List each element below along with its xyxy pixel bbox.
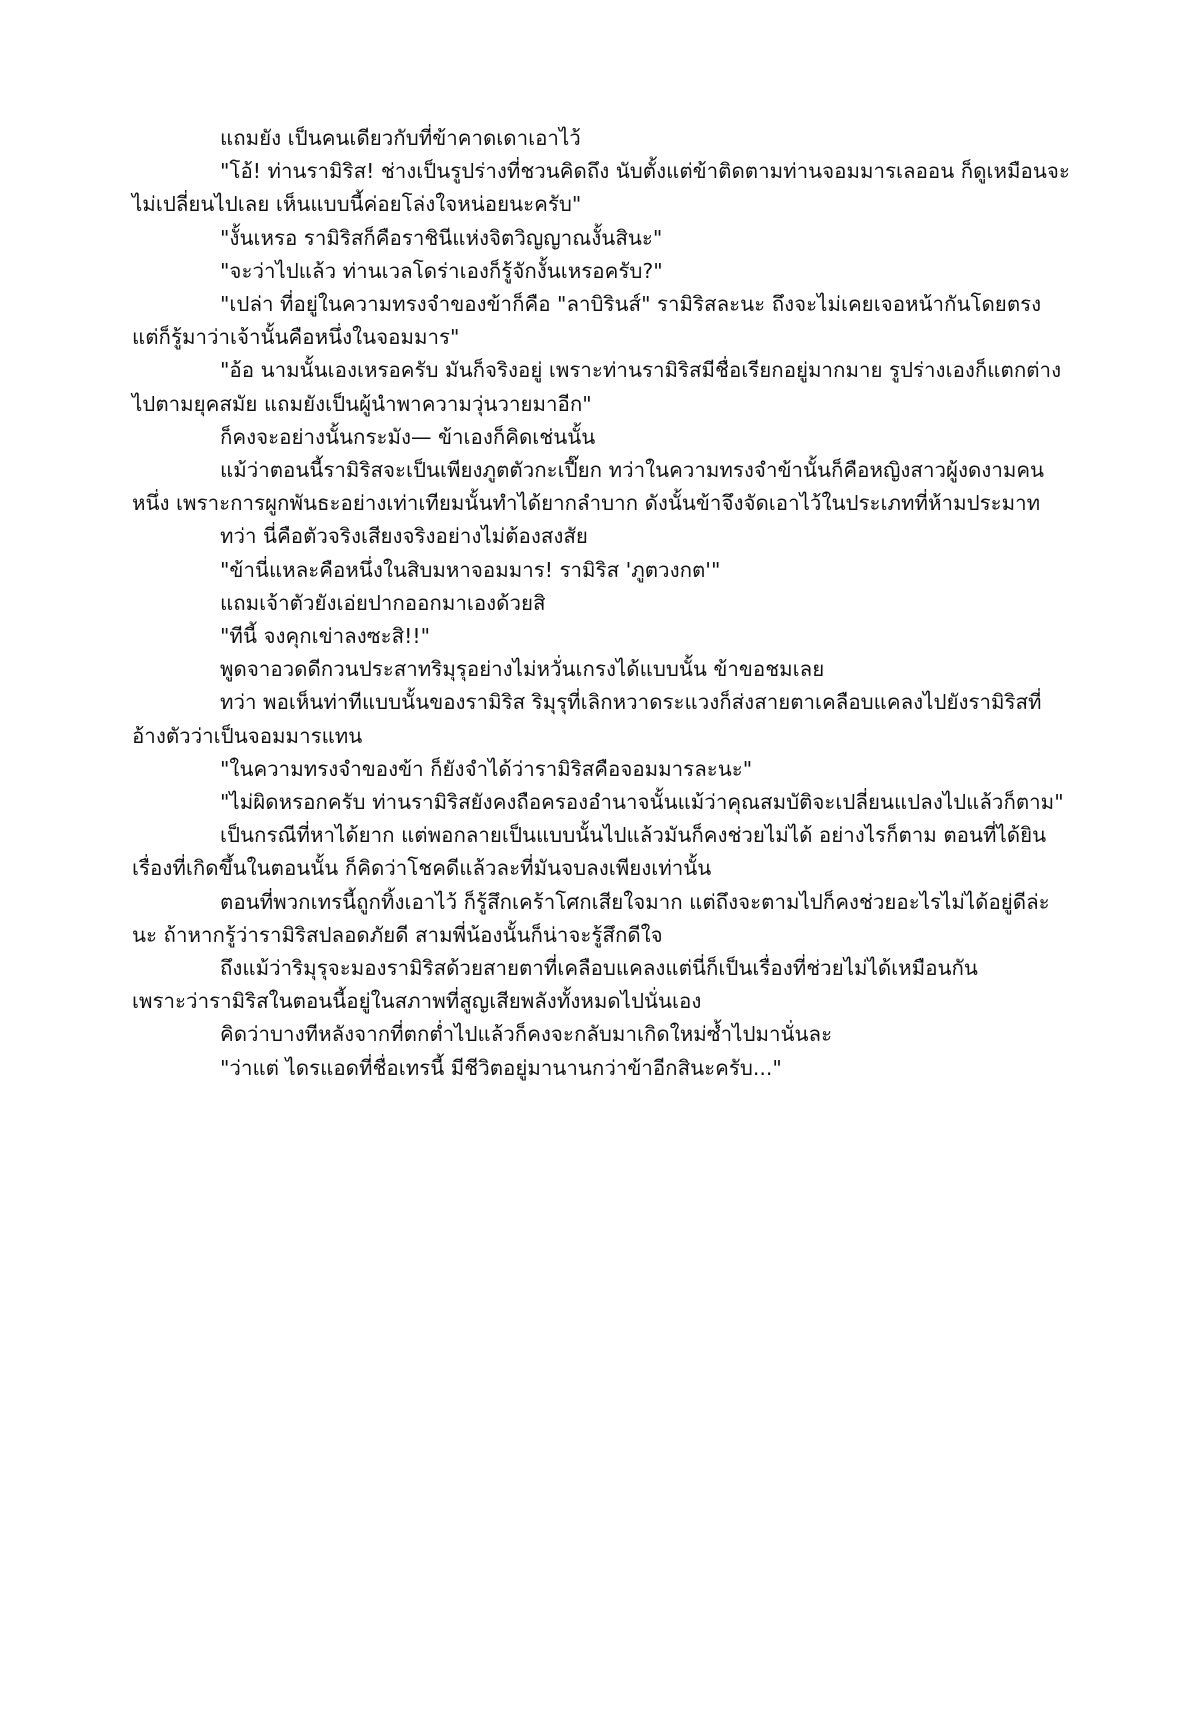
paragraph: "ทีนี้ จงคุกเข่าลงซะสิ!!" [220,624,431,649]
paragraph: "โอ้! ท่านรามิริส! ช่างเป็นรูปร่างที่ชวนคิดถึง นับตั้งแต่ข้าติดตามท่านจอมมารเลออน ก็ดูเหมือนจะไม่เปลี่ยนไปเลย เห็นแบบนี้ค่อยโล่งใจหน่อยนะครับ" [132,159,1070,217]
paragraph: แถมเจ้าตัวยังเอ่ยปากออกมาเองด้วยสิ [220,590,546,615]
paragraph: "จะว่าไปแล้ว ท่านเวลโดร่าเองก็รู้จักงั้นเหรอครับ?" [220,258,663,283]
paragraph: เพราะว่ารามิริสในตอนนี้อยู่ในสภาพที่สูญเสียพลังทั้งหมดไปนั่นเอง [132,989,702,1014]
paragraph: "ในความทรงจำของข้า ก็ยังจำได้ว่ารามิริสคือจอมมารละนะ" [220,756,753,781]
paragraph: "ไม่ผิดหรอกครับ ท่านรามิริสยังคงถือครองอำนาจนั้นแม้ว่าคุณสมบัติจะเปลี่ยนแปลงไปแล้วก็ตาม" [220,790,1064,815]
paragraph: ถึงแม้ว่าริมุรุจะมองรามิริสด้วยสายตาที่เคลือบแคลงแต่นี่ก็เป็นเรื่องที่ช่วยไม่ได้เหมือนกัน [220,956,978,981]
paragraph: "อ้อ นามนั้นเองเหรอครับ มันก็จริงอยู่ เพราะท่านรามิริสมีชื่อเรียกอยู่มากมาย รูปร่างเองก็แตกต่างไปตามยุคสมัย แถมยังเป็นผู้นำพาความวุ่นวายมาอีก" [132,358,1062,416]
paragraph: พูดจาอวดดีกวนประสาทริมุรุอย่างไม่หวั่นเกรงได้แบบนั้น ข้าขอชมเลย [220,657,825,682]
paragraph: "เปล่า ที่อยู่ในความทรงจำของข้าก็คือ "ลาบิรินส์" รามิริสละนะ ถึงจะไม่เคยเจอหน้ากันโดยตรง แต่ก็รู้มาว่าเจ้านั้นคือหนึ่งในจอมมาร" [132,292,1042,350]
paragraph: "งั้นเหรอ รามิริสก็คือราชินีแห่งจิตวิญญาณงั้นสินะ" [220,225,663,250]
paragraph: ตอนที่พวกเทรนี้ถูกทิ้งเอาไว้ ก็รู้สึกเคร้าโศกเสียใจมาก แต่ถึงจะตามไปก็คงช่วยอะไรไม่ได้อยู่ดีล่ะนะ ถ้าหากรู้ว่ารามิริสปลอดภัยดี สามพี่น้องนั้นก็น่าจะรู้สึกดีใจ [132,889,1050,947]
paragraph: ทว่า พอเห็นท่าทีแบบนั้นของรามิริส ริมุรุที่เลิกหวาดระแวงก็ส่งสายตาเคลือบแคลงไปยังรามิริสที่อ้างตัวว่าเป็นจอมมารแทน [132,690,1042,748]
paragraph: คิดว่าบางทีหลังจากที่ตกต่ำไปแล้วก็คงจะกลับมาเกิดใหม่ซ้ำไปมานั่นละ [220,1022,833,1047]
paragraph: "ข้านี่แหละคือหนึ่งในสิบมหาจอมมาร! รามิริส 'ภูตวงกต'" [220,557,721,582]
paragraph: เป็นกรณีที่หาได้ยาก แต่พอกลายเป็นแบบนั้นไปแล้วมันก็คงช่วยไม่ได้ อย่างไรก็ตาม ตอนที่ได้ยินเรื่องที่เกิดขึ้นในตอนนั้น ก็คิดว่าโชคดีแล้วละที่มันจบลงเพียงเท่านั้น [132,823,1047,881]
paragraph: ก็คงจะอย่างนั้นกระมัง— ข้าเองก็คิดเช่นนั้น [220,424,596,449]
paragraph: แถมยัง เป็นคนเดียวกับที่ข้าคาดเดาเอาไว้ [220,126,581,150]
paragraph: แม้ว่าตอนนี้รามิริสจะเป็นเพียงภูตตัวกะเปี๊ยก ทว่าในความทรงจำข้านั้นก็คือหญิงสาวผู้งดงามคนหนึ่ง เพราะการผูกพันธะอย่างเท่าเทียมนั้นทำได้ยากลำบาก ดังนั้นข้าจึงจัดเอาไว้ในประเภทที่ห้ามประมาท [132,458,1045,516]
document-text-body [132,122,1072,1085]
paragraph: "ว่าแต่ ไดรแอดที่ชื่อเทรนี้ มีชีวิตอยู่มานานกว่าข้าอีกสินะครับ..." [220,1055,782,1080]
paragraph: ทว่า นี่คือตัวจริงเสียงจริงอย่างไม่ต้องสงสัย [220,524,588,549]
